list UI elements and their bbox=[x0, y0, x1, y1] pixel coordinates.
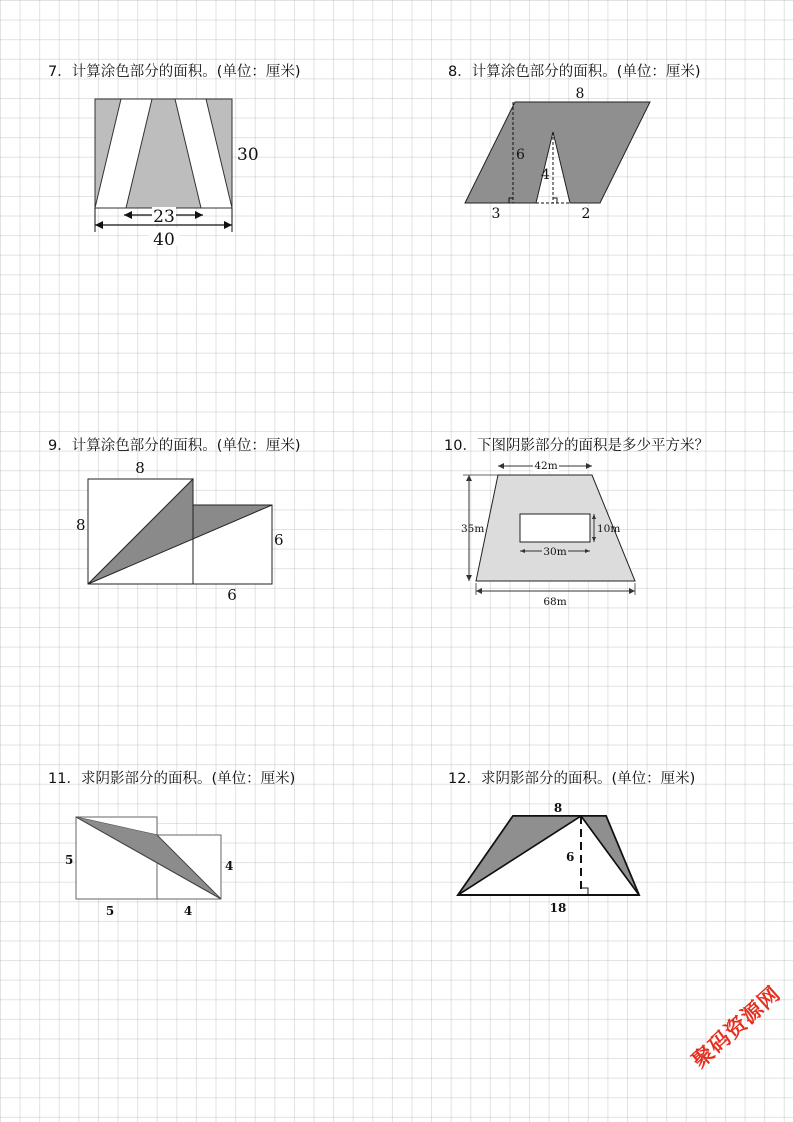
problem-9-figure bbox=[70, 456, 290, 606]
q7-label-width: 40 bbox=[153, 230, 175, 250]
q8-label-right-base: 2 bbox=[581, 206, 591, 222]
q9-label-big-top: 8 bbox=[135, 459, 145, 477]
problem-7-title: 7．计算涂色部分的面积。(单位：厘米) bbox=[48, 64, 301, 80]
problem-7-figure bbox=[86, 92, 276, 252]
problem-10-figure bbox=[458, 455, 648, 610]
q11-label-big-side: 5 bbox=[65, 853, 74, 867]
q8-label-height: 6 bbox=[516, 147, 525, 163]
problem-11-figure bbox=[60, 808, 250, 923]
q10-label-rect-h: 10m bbox=[597, 523, 621, 535]
q9-label-big-side: 8 bbox=[76, 516, 86, 534]
q7-label-inner-base: 23 bbox=[153, 207, 175, 227]
problem-12-title: 12．求阴影部分的面积。(单位：厘米) bbox=[448, 771, 696, 787]
q9-label-small-side: 6 bbox=[274, 531, 284, 549]
q8-label-left-base: 3 bbox=[491, 206, 501, 222]
q10-label-top: 42m bbox=[534, 460, 558, 472]
q8-label-tri-height: 4 bbox=[541, 167, 550, 183]
q11-label-small-side: 4 bbox=[225, 859, 234, 873]
q10-label-bottom: 68m bbox=[543, 596, 567, 608]
problem-10-title: 10．下图阴影部分的面积是多少平方米？ bbox=[444, 438, 709, 454]
problem-8-title: 8．计算涂色部分的面积。(单位：厘米) bbox=[448, 64, 701, 80]
q10-label-rect-w: 30m bbox=[543, 546, 567, 558]
q12-label-height: 6 bbox=[566, 850, 575, 864]
q9-label-small-bottom: 6 bbox=[227, 586, 237, 604]
q11-label-big-bottom: 5 bbox=[105, 904, 115, 918]
q7-label-height: 30 bbox=[237, 145, 259, 165]
q12-label-bottom: 18 bbox=[549, 901, 567, 915]
q10-label-height: 35m bbox=[461, 523, 485, 535]
q12-label-top: 8 bbox=[553, 801, 563, 815]
watermark-text: 聚码资源网 bbox=[687, 981, 786, 1073]
problem-12-figure bbox=[448, 796, 648, 921]
problem-8-figure bbox=[460, 82, 660, 227]
problem-11-title: 11．求阴影部分的面积。(单位：厘米) bbox=[48, 771, 296, 787]
q11-label-small-bottom: 4 bbox=[183, 904, 193, 918]
q8-label-top: 8 bbox=[575, 86, 585, 102]
problem-9-title: 9．计算涂色部分的面积。(单位：厘米) bbox=[48, 438, 301, 454]
